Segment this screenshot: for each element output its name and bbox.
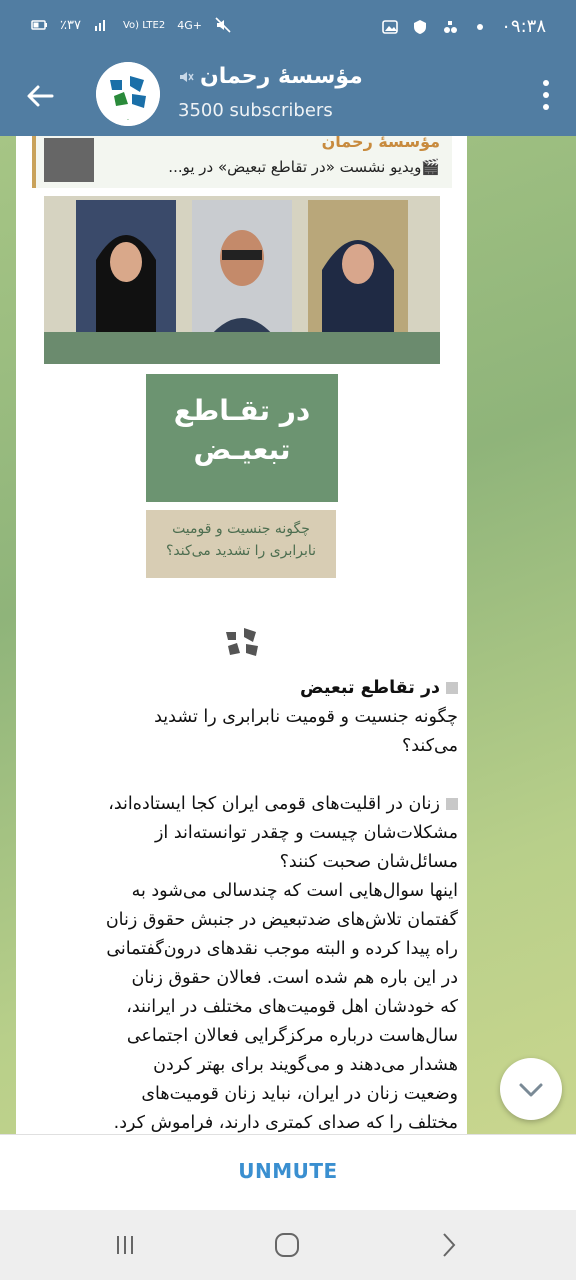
portrait-center — [192, 200, 292, 346]
recent-apps-icon[interactable] — [110, 1230, 140, 1260]
text-line: مسائل‌شان صحبت کنند؟ — [279, 852, 458, 872]
more-vert-icon[interactable] — [540, 78, 552, 112]
home-icon[interactable] — [272, 1230, 302, 1260]
poster-subtitle-line2: نابرابری را تشدید می‌کند؟ — [165, 543, 317, 559]
unmute-button[interactable]: UNMUTE — [238, 1159, 338, 1183]
institute-logo-icon — [222, 626, 266, 666]
portrait-left — [76, 200, 176, 346]
text-line: در این باره هم شده است. فعالان حقوق زنان — [131, 968, 458, 988]
text-line: راه پیدا کرده و البته موجب نقدهای درون‌گفتمانی — [106, 939, 458, 959]
reply-preview[interactable] — [32, 136, 452, 188]
channel-title[interactable] — [178, 64, 363, 89]
text-line: هشدار می‌دهند و می‌گویند برای بهتر کردن — [153, 1055, 458, 1075]
reply-thumbnail — [44, 138, 94, 182]
chat-header — [0, 52, 576, 136]
battery-text: ٪۳۷ — [60, 17, 81, 33]
text-line: مختلف را که صدای کمتری دارند، فراموش کرد. — [113, 1113, 458, 1133]
unmute-bar — [0, 1134, 576, 1210]
heading-text: در تقاطع تبعیض — [299, 678, 440, 698]
text-line: گفتمان تلاش‌های ضدتبعیض در جنبش حقوق زنان — [105, 910, 458, 930]
dot-icon — [471, 18, 489, 36]
poster-title-line2: تبعیـض — [193, 433, 291, 466]
text-line: وضعیت زنان در ایران، نباید زنان قومیت‌های — [141, 1084, 458, 1104]
reply-sender: مؤسسهٔ رحمان — [321, 136, 440, 151]
status-time: ۰۹:۳۸ — [501, 16, 546, 37]
portrait-right — [308, 200, 408, 346]
svg-text:.: . — [126, 114, 130, 122]
back-arrow-icon[interactable] — [18, 74, 62, 118]
status-left — [30, 16, 232, 34]
back-nav-icon[interactable] — [434, 1230, 464, 1260]
status-right — [381, 16, 546, 37]
scroll-down-button[interactable] — [500, 1058, 562, 1120]
text-line: اینها سوال‌هایی است که چندسالی می‌شود به — [131, 881, 458, 901]
message-heading — [38, 674, 458, 703]
channel-name: مؤسسهٔ رحمان — [200, 64, 363, 89]
message-bubble[interactable] — [16, 136, 467, 1134]
network-text: Vo) LTE2 — [122, 19, 166, 31]
poster-title-card — [146, 374, 338, 502]
poster-subtitle-line1: چگونه جنسیت و قومیت — [172, 521, 310, 537]
square-bullet-icon — [446, 682, 458, 694]
app-icon — [441, 18, 459, 36]
reply-text: 🎬ویدیو نشست «در تقاطع تبعیض» در یو... — [168, 158, 440, 176]
chevron-down-icon — [500, 1058, 562, 1120]
battery-icon — [30, 16, 48, 34]
text-line: سال‌هاست درباره مرکزگرایی فعالان اجتماعی — [126, 1026, 458, 1046]
text-line: مشکلات‌شان چیست و چقدر توانسته‌اند از — [154, 823, 458, 843]
text-line: که خودشان اهل قومیت‌های مختلف در ایرانند، — [126, 997, 458, 1017]
signal-text: 4G+ — [177, 18, 202, 32]
text-line: می‌کند؟ — [401, 736, 458, 756]
poster-strip — [44, 332, 440, 364]
mute-icon — [178, 69, 194, 85]
mute-status-icon — [214, 16, 232, 34]
poster-subtitle-card — [146, 510, 336, 578]
square-bullet-icon — [446, 798, 458, 810]
shield-icon — [411, 18, 429, 36]
subscriber-count: 3500 subscribers — [178, 100, 333, 121]
text-line-content: زنان در اقلیت‌های قومی ایران کجا ایستاده‌اند، — [108, 794, 440, 814]
system-nav-bar — [0, 1210, 576, 1280]
poster-title-line1: در تقـاطع — [173, 394, 311, 427]
text-line: چگونه جنسیت و قومیت نابرابری را تشدید — [154, 707, 458, 727]
signal-icon — [93, 16, 111, 34]
paragraph-gap — [38, 761, 458, 790]
gallery-icon — [381, 18, 399, 36]
channel-logo-icon — [96, 62, 160, 126]
message-text — [38, 674, 458, 1134]
text-line — [38, 790, 458, 819]
channel-avatar[interactable] — [96, 62, 160, 126]
